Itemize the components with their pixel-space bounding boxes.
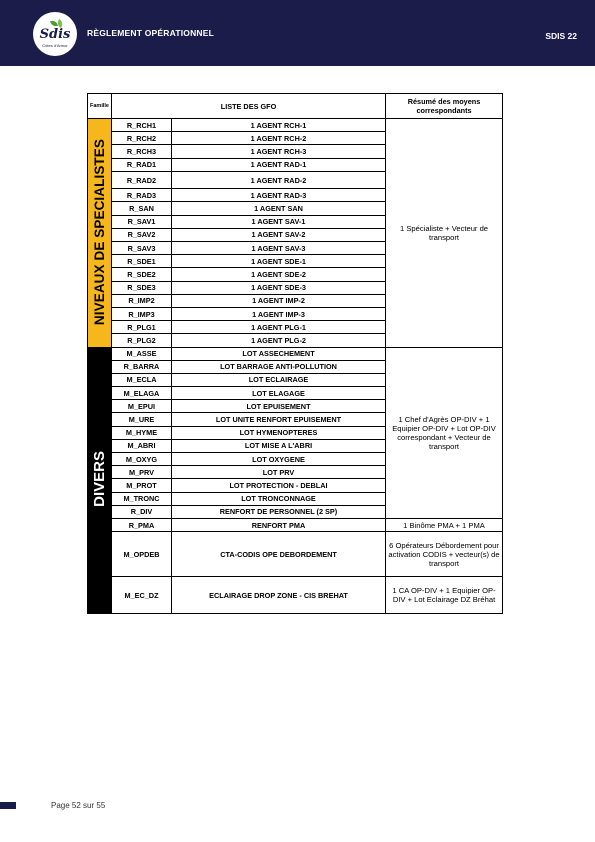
gfo-label: 1 AGENT SAV-1: [172, 215, 386, 228]
gfo-code: R_SAV3: [112, 242, 172, 255]
gfo-code: R_RAD3: [112, 189, 172, 202]
gfo-label: LOT ELAGAGE: [172, 387, 386, 400]
gfo-code: M_TRONC: [112, 492, 172, 505]
gfo-label: 1 AGENT IMP-3: [172, 307, 386, 320]
footer-bar: [0, 802, 16, 809]
page-header: [0, 0, 595, 66]
gfo-code: M_ABRI: [112, 439, 172, 452]
famille-label: DIVERS: [91, 451, 108, 508]
famille-cell: [88, 119, 112, 348]
gfo-code: R_BARRA: [112, 360, 172, 373]
sdis-logo: [33, 12, 77, 56]
gfo-label: LOT UNITE RENFORT EPUISEMENT: [172, 413, 386, 426]
resume-cell: 6 Opérateurs Débordement pour activation CODIS + vecteur(s) de transport: [386, 532, 503, 577]
gfo-code: R_IMP3: [112, 307, 172, 320]
resume-cell: 1 Spécialiste + Vecteur de transport: [386, 119, 503, 348]
gfo-code: R_SDE1: [112, 255, 172, 268]
column-header-resume: Résumé des moyens correspondants: [386, 94, 503, 119]
gfo-label: LOT MISE A L'ABRI: [172, 439, 386, 452]
gfo-code: R_RAD1: [112, 158, 172, 171]
gfo-code: M_EC_DZ: [112, 577, 172, 614]
gfo-code: M_ELAGA: [112, 387, 172, 400]
table-row: [88, 577, 503, 614]
gfo-label: LOT ASSECHEMENT: [172, 347, 386, 360]
gfo-label: 1 AGENT SDE-1: [172, 255, 386, 268]
gfo-label: 1 AGENT RCH-1: [172, 119, 386, 132]
gfo-label: 1 AGENT SDE-3: [172, 281, 386, 294]
gfo-code: M_PROT: [112, 479, 172, 492]
gfo-code: M_PRV: [112, 466, 172, 479]
gfo-table: [87, 93, 503, 614]
gfo-code: M_URE: [112, 413, 172, 426]
gfo-code: M_OXYG: [112, 453, 172, 466]
gfo-label: LOT ECLAIRAGE: [172, 373, 386, 386]
gfo-label: LOT PROTECTION - DEBLAI: [172, 479, 386, 492]
table-row: [88, 119, 503, 132]
table-row: [88, 347, 503, 360]
gfo-label: LOT HYMENOPTERES: [172, 426, 386, 439]
table-header-row: [88, 94, 503, 119]
gfo-label: LOT TRONCONNAGE: [172, 492, 386, 505]
gfo-code: R_PLG2: [112, 334, 172, 347]
gfo-code: R_RCH1: [112, 119, 172, 132]
gfo-code: R_PMA: [112, 518, 172, 531]
resume-cell: 1 Chef d'Agrès OP-DIV + 1 Equipier OP-DIV + Lot OP-DIV correspondant + Vecteur de transport: [386, 347, 503, 518]
famille-cell: [88, 347, 112, 614]
gfo-code: M_HYME: [112, 426, 172, 439]
gfo-label: 1 AGENT RCH-2: [172, 132, 386, 145]
gfo-label: 1 AGENT SAV-2: [172, 228, 386, 241]
gfo-label: 1 AGENT RAD-3: [172, 189, 386, 202]
column-header-liste: LISTE DES GFO: [112, 94, 386, 119]
gfo-label: LOT BARRAGE ANTI-POLLUTION: [172, 360, 386, 373]
table-row: [88, 532, 503, 577]
gfo-label: LOT EPUISEMENT: [172, 400, 386, 413]
gfo-code: M_OPDEB: [112, 532, 172, 577]
gfo-code: R_SAN: [112, 202, 172, 215]
gfo-label: ECLAIRAGE DROP ZONE - CIS BREHAT: [172, 577, 386, 614]
page-number: Page 52 sur 55: [51, 801, 106, 810]
gfo-label: 1 AGENT SAN: [172, 202, 386, 215]
gfo-label: 1 AGENT SAV-3: [172, 242, 386, 255]
gfo-label: 1 AGENT RCH-3: [172, 145, 386, 158]
gfo-code: M_EPUI: [112, 400, 172, 413]
gfo-code: R_IMP2: [112, 294, 172, 307]
gfo-code: R_SDE3: [112, 281, 172, 294]
gfo-label: 1 AGENT SDE-2: [172, 268, 386, 281]
gfo-code: R_RCH3: [112, 145, 172, 158]
gfo-label: 1 AGENT IMP-2: [172, 294, 386, 307]
gfo-label: 1 AGENT RAD-1: [172, 158, 386, 171]
table-row: [88, 518, 503, 531]
gfo-code: M_ASSE: [112, 347, 172, 360]
gfo-label: 1 AGENT RAD-2: [172, 171, 386, 189]
resume-cell: 1 Binôme PMA + 1 PMA: [386, 518, 503, 531]
gfo-code: R_SDE2: [112, 268, 172, 281]
gfo-label: CTA-CODIS OPE DEBORDEMENT: [172, 532, 386, 577]
gfo-code: M_ECLA: [112, 373, 172, 386]
gfo-code: R_DIV: [112, 505, 172, 518]
logo-subtext: Côtes d'Armor: [42, 43, 68, 48]
logo-text: Sdis: [39, 27, 71, 42]
famille-label: NIVEAUX DE SPECIALISTES: [92, 138, 107, 325]
gfo-label: 1 AGENT PLG-1: [172, 321, 386, 334]
gfo-code: R_SAV2: [112, 228, 172, 241]
resume-cell: 1 CA OP-DIV + 1 Equipier OP-DIV + Lot Eclairage DZ Bréhat: [386, 577, 503, 614]
gfo-code: R_RCH2: [112, 132, 172, 145]
gfo-code: R_PLG1: [112, 321, 172, 334]
column-header-famille: Famille: [88, 94, 112, 119]
document-title: RÈGLEMENT OPÉRATIONNEL: [87, 28, 215, 38]
gfo-code: R_RAD2: [112, 171, 172, 189]
gfo-label: LOT PRV: [172, 466, 386, 479]
document-code: SDIS 22: [545, 31, 577, 41]
gfo-label: RENFORT DE PERSONNEL (2 SP): [172, 505, 386, 518]
gfo-label: LOT OXYGENE: [172, 453, 386, 466]
gfo-label: RENFORT PMA: [172, 518, 386, 531]
gfo-label: 1 AGENT PLG-2: [172, 334, 386, 347]
gfo-code: R_SAV1: [112, 215, 172, 228]
